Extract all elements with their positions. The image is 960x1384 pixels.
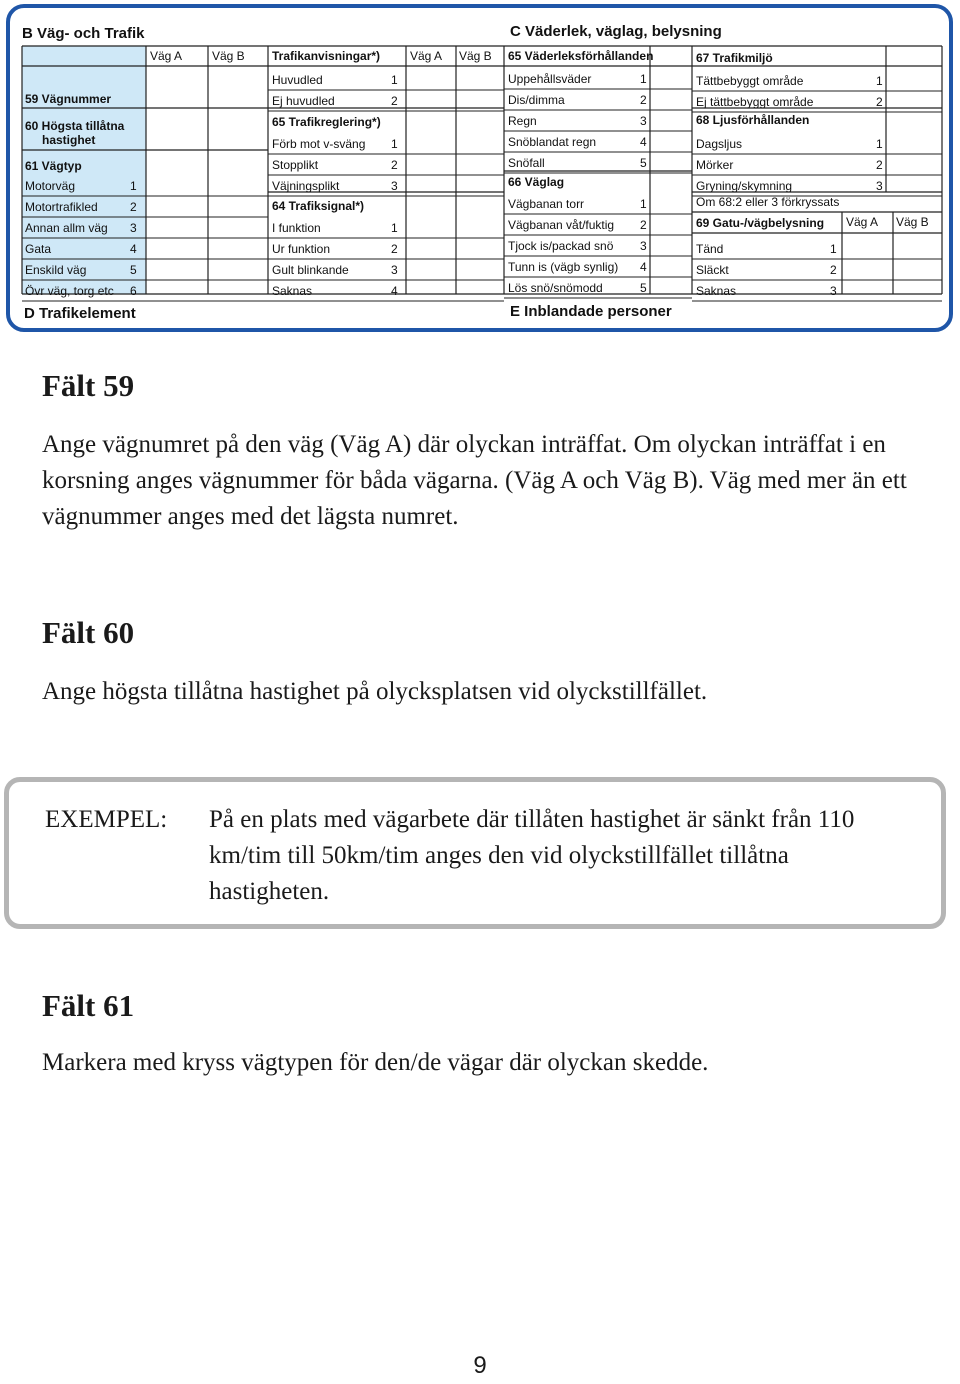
option-code: 1 <box>130 179 137 193</box>
example-label: EXEMPEL: <box>45 806 168 833</box>
option-code: 4 <box>391 284 398 298</box>
vaderleks-options <box>504 72 692 173</box>
option-code: 1 <box>640 197 647 211</box>
page-number: 9 <box>473 1352 487 1379</box>
falt-61-heading: Fält 61 <box>42 988 135 1023</box>
section-e-title: E Inblandade personer <box>510 303 672 320</box>
trafik-col-vag-b: Väg B <box>459 49 492 63</box>
option-code: 2 <box>391 94 398 108</box>
option-code: 2 <box>876 158 883 172</box>
vaglag-options <box>504 197 692 298</box>
option-code: 1 <box>830 242 837 256</box>
field-64-heading: 64 Trafiksignal*) <box>272 199 365 213</box>
option-label: Saknas <box>696 284 737 298</box>
trafikreglering-options <box>268 137 504 196</box>
option-label: Ej huvudled <box>272 94 335 108</box>
grid-lines <box>22 46 942 294</box>
option-label: Enskild väg <box>25 263 87 277</box>
option-label: Stopplikt <box>272 158 319 172</box>
field-61-label: 61 Vägtyp <box>25 159 82 173</box>
option-label: Tättbebyggt område <box>696 74 804 88</box>
option-label: Motorväg <box>25 179 76 193</box>
field-68-heading: 68 Ljusförhållanden <box>696 113 810 127</box>
option-label: Huvudled <box>272 73 323 87</box>
option-code: 2 <box>876 95 883 109</box>
option-code: 3 <box>130 221 137 235</box>
example-text: På en plats med vägarbete där tillåten hastighet är sänkt från 110 km/tim till 50km/tim anges den vid olyckstillfället tillåtna hastigheten. <box>209 806 855 905</box>
option-label: Regn <box>508 114 537 128</box>
option-label: Ur funktion <box>272 242 331 256</box>
option-code: 2 <box>640 93 647 107</box>
field-65-trafikreglering-heading: 65 Trafikreglering*) <box>272 115 381 129</box>
trafikmiljo-options <box>692 74 942 112</box>
option-code: 2 <box>391 242 398 256</box>
option-label: Uppehållsväder <box>508 72 592 86</box>
trafikanvisningar-options <box>268 73 504 111</box>
option-label: Saknas <box>272 284 313 298</box>
falt-61-text: Markera med kryss vägtypen för den/de vägar där olyckan skedde. <box>42 1049 709 1076</box>
option-label: Snöblandat regn <box>508 135 597 149</box>
option-label: Gult blinkande <box>272 263 349 277</box>
option-code: 1 <box>876 137 883 151</box>
option-label: Dis/dimma <box>508 93 565 107</box>
option-label: Tänd <box>696 242 724 256</box>
section-d-title: D Trafikelement <box>24 305 136 322</box>
option-label: Vägbanan torr <box>508 197 585 211</box>
field-59-label: 59 Vägnummer <box>25 92 112 106</box>
option-code: 4 <box>130 242 137 256</box>
trafiksignal-options <box>268 221 504 301</box>
option-code: 3 <box>640 114 647 128</box>
option-label: I funktion <box>272 221 321 235</box>
field-60-label: 60 Högsta tillåtna <box>25 119 125 133</box>
option-code: 3 <box>640 239 647 253</box>
field-60-label-cont: hastighet <box>42 133 96 147</box>
option-label: Tunn is (vägb synlig) <box>508 260 619 274</box>
section-b-title: B Väg- och Trafik <box>22 25 145 42</box>
field-69-col-vag-b: Väg B <box>896 215 929 229</box>
option-code: 4 <box>640 260 647 274</box>
option-label: Mörker <box>696 158 734 172</box>
option-code: 2 <box>391 158 398 172</box>
option-label: Väjningsplikt <box>272 179 340 193</box>
option-label: Annan allm väg <box>25 221 108 235</box>
field-69-heading: 69 Gatu-/vägbelysning <box>696 216 825 230</box>
option-code: 2 <box>130 200 137 214</box>
option-label: Dagsljus <box>696 137 743 151</box>
accident-report-form-excerpt <box>6 4 953 332</box>
field-68-note: Om 68:2 eller 3 förkryssats <box>696 195 840 209</box>
falt-60-text: Ange högsta tillåtna hastighet på olycksplatsen vid olyckstillfället. <box>42 678 708 705</box>
field-69-col-vag-a: Väg A <box>846 215 879 229</box>
trafikanvisningar-heading: Trafikanvisningar*) <box>272 49 381 63</box>
option-code: 3 <box>391 263 398 277</box>
option-label: Släckt <box>696 263 729 277</box>
option-code: 1 <box>391 137 398 151</box>
option-code: 6 <box>130 284 137 298</box>
option-label: Övr väg, torg etc <box>25 284 114 298</box>
falt-60-heading: Fält 60 <box>42 615 135 650</box>
example-box <box>4 777 946 929</box>
option-label: Gryning/skymning <box>696 179 793 193</box>
option-label: Lös snö/snömodd <box>508 281 603 295</box>
field-66-heading: 66 Väglag <box>508 175 565 189</box>
option-code: 1 <box>640 72 647 86</box>
option-label: Ej tättbebyggt område <box>696 95 814 109</box>
field-65-vader-heading: 65 Väderleksförhållanden <box>508 49 654 63</box>
col-header-vag-a: Väg A <box>150 49 183 63</box>
option-label: Motortrafikled <box>25 200 98 214</box>
vagbelysning-options <box>692 242 942 301</box>
option-label: Vägbanan våt/fuktig <box>508 218 615 232</box>
option-code: 2 <box>640 218 647 232</box>
form-grid <box>10 8 949 328</box>
ljusforhallanden-options <box>692 137 942 196</box>
falt-59-heading: Fält 59 <box>42 368 135 403</box>
option-code: 2 <box>830 263 837 277</box>
option-label: Tjock is/packad snö <box>508 239 614 253</box>
option-code: 3 <box>391 179 398 193</box>
field-67-heading: 67 Trafikmiljö <box>696 51 773 65</box>
option-code: 1 <box>876 74 883 88</box>
option-label: Snöfall <box>508 156 545 170</box>
option-code: 1 <box>391 73 398 87</box>
col-header-vag-b: Väg B <box>212 49 245 63</box>
option-label: Gata <box>25 242 52 256</box>
option-code: 1 <box>391 221 398 235</box>
option-label: Förb mot v-sväng <box>272 137 366 151</box>
falt-59-text: Ange vägnumret på den väg (Väg A) där olyckan inträffat. Om olyckan inträffat i en korsning anges vägnummer för båda vägarna. (Väg A och Väg B). Väg med mer än ett vägnummer anges med det lägsta numret. <box>42 431 907 530</box>
trafik-col-vag-a: Väg A <box>410 49 443 63</box>
option-code: 3 <box>876 179 883 193</box>
option-code: 5 <box>640 281 647 295</box>
option-code: 5 <box>130 263 137 277</box>
section-c-title: C Väderlek, väglag, belysning <box>510 23 722 40</box>
option-code: 4 <box>640 135 647 149</box>
option-code: 3 <box>830 284 837 298</box>
option-code: 5 <box>640 156 647 170</box>
